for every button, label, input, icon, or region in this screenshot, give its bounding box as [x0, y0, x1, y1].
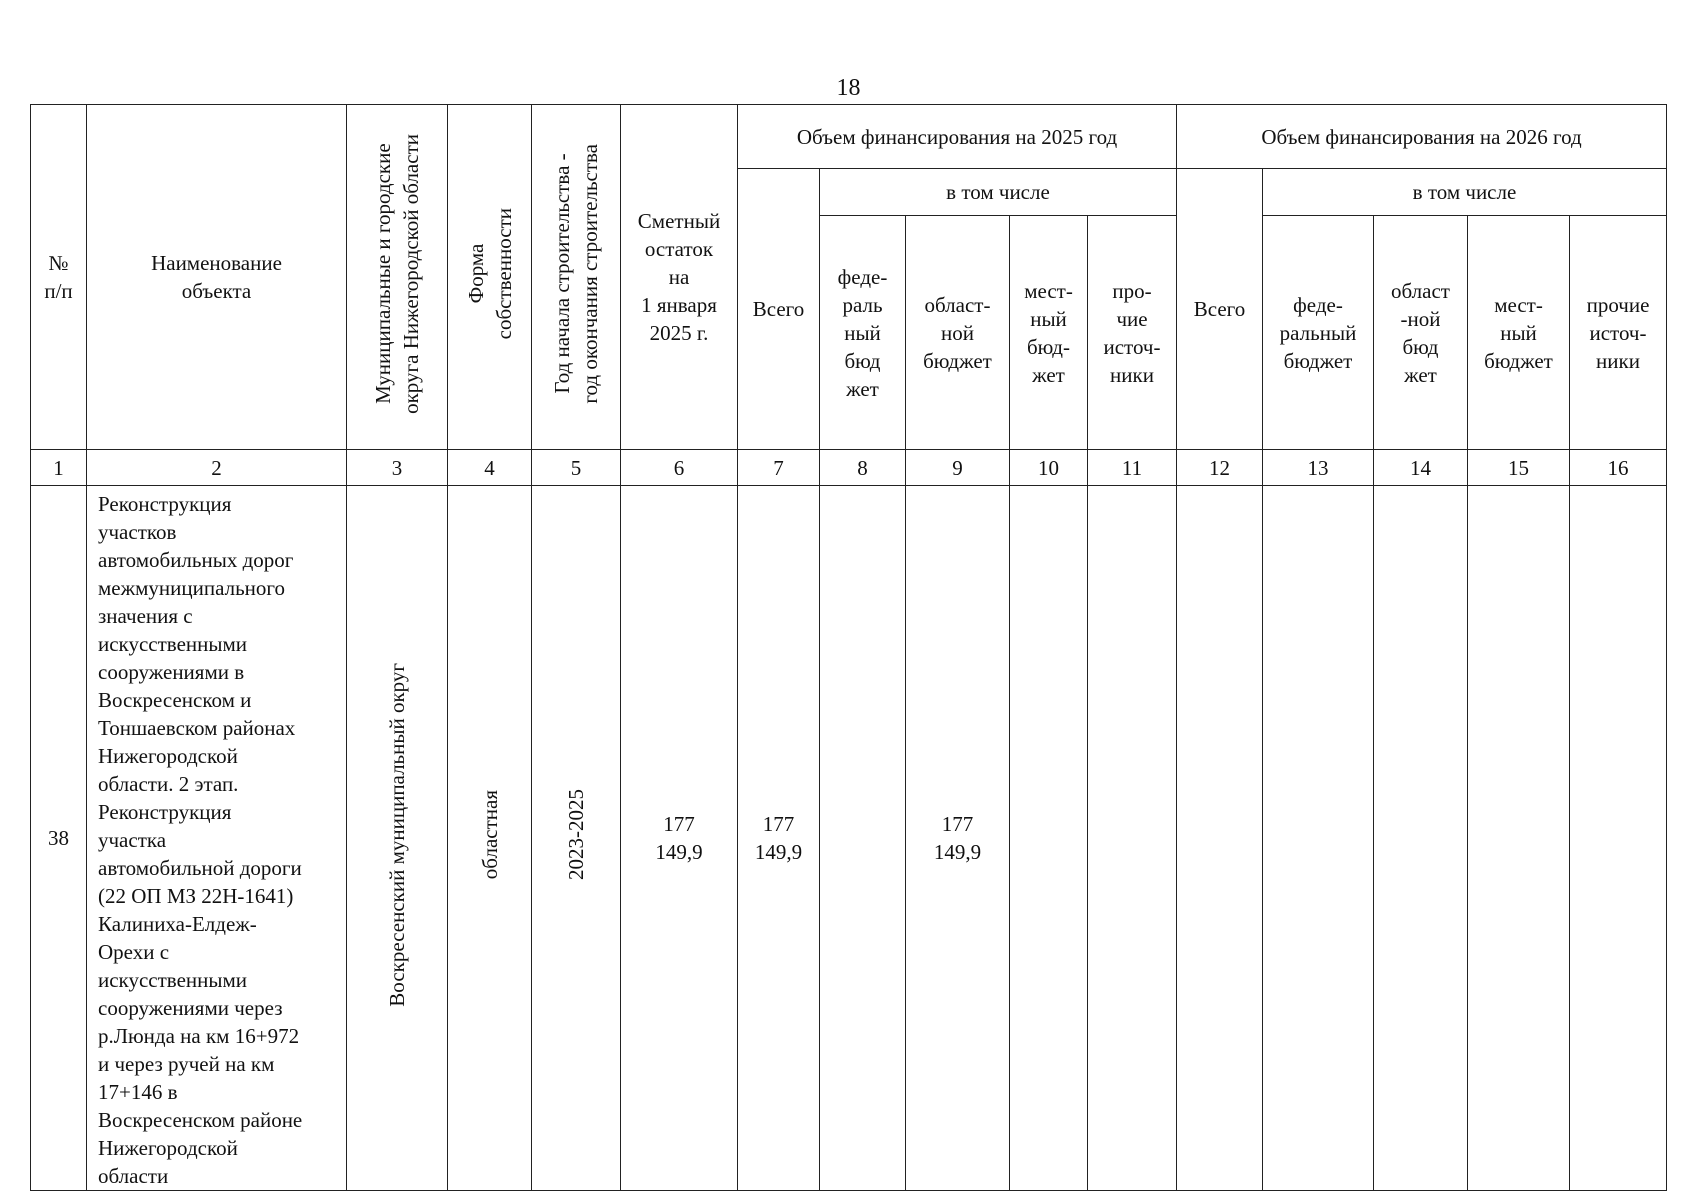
header-local-2026: мест- ный бюджет [1468, 216, 1570, 450]
header-municipality-cell: Муниципальные и городские округа Нижегородской области [347, 105, 448, 450]
column-number: 4 [448, 450, 532, 486]
local-2025-cell [1010, 486, 1088, 1191]
column-number: 14 [1374, 450, 1468, 486]
total-2026-cell [1177, 486, 1263, 1191]
financing-table [30, 104, 1667, 1191]
balance-cell: 177 149,9 [621, 486, 738, 1191]
other-2025-cell [1088, 486, 1177, 1191]
column-number: 5 [532, 450, 621, 486]
header-other-2026: прочие источ- ники [1570, 216, 1667, 450]
header-regional-2025: област- ной бюджет [906, 216, 1010, 450]
header-balance-cell: Сметный остаток на 1 января 2025 г. [621, 105, 738, 450]
header-other-2025: про- чие источ- ники [1088, 216, 1177, 450]
header-ownership-cell: Форма собственности [448, 105, 532, 450]
header-local-2025: мест- ный бюд- жет [1010, 216, 1088, 450]
column-number: 7 [738, 450, 820, 486]
column-number: 10 [1010, 450, 1088, 486]
header-incl-2025: в том числе [820, 169, 1177, 216]
other-2026-cell [1570, 486, 1667, 1191]
regional-2025-cell: 177 149,9 [906, 486, 1010, 1191]
column-number: 12 [1177, 450, 1263, 486]
column-number: 13 [1263, 450, 1374, 486]
column-number: 15 [1468, 450, 1570, 486]
table-row [31, 486, 1667, 1191]
header-federal-2026: феде- ральный бюджет [1263, 216, 1374, 450]
header-group-2026: Объем финансирования на 2026 год [1177, 105, 1667, 169]
object-name: Реконструкция участков автомобильных дорог межмуниципального значения с искусственными сооружениями в Воскресенском и Тоншаевском районах Нижегородской области. 2 этап. Реконструкция участка автомобильной дороги (22 ОП МЗ 22Н-1641) Калиниха-Елдеж- Орехи с искусственными сооружениями через р.Люнда на км 16+972 и через ручей на км 17+146 в Воскресенском районе Нижегородской области [87, 486, 347, 1191]
header-incl-2026: в том числе [1263, 169, 1667, 216]
header-years-cell: Год начала строительства - год окончания строительства [532, 105, 621, 450]
column-number-row [31, 450, 1667, 486]
federal-2026-cell [1263, 486, 1374, 1191]
header-regional-2026: област -ной бюд жет [1374, 216, 1468, 450]
header-total-2026: Всего [1177, 169, 1263, 450]
header-federal-2025: феде- раль ный бюд жет [820, 216, 906, 450]
column-number: 1 [31, 450, 87, 486]
header-name-cell: Наименование объекта [87, 105, 347, 450]
regional-2026-cell [1374, 486, 1468, 1191]
header-row-1 [31, 105, 1667, 169]
column-number: 3 [347, 450, 448, 486]
years-cell: 2023-2025 [532, 486, 621, 1191]
page-number: 18 [836, 75, 861, 101]
column-number: 9 [906, 450, 1010, 486]
federal-2025-cell [820, 486, 906, 1191]
header-total-2025: Всего [738, 169, 820, 450]
total-2025-cell: 177 149,9 [738, 486, 820, 1191]
ownership-cell: областная [448, 486, 532, 1191]
column-number: 8 [820, 450, 906, 486]
column-number: 6 [621, 450, 738, 486]
header-group-2025: Объем финансирования на 2025 год [738, 105, 1177, 169]
column-number: 16 [1570, 450, 1667, 486]
column-number: 2 [87, 450, 347, 486]
column-number: 11 [1088, 450, 1177, 486]
municipality-cell: Воскресенский муниципальный округ [347, 486, 448, 1191]
local-2026-cell [1468, 486, 1570, 1191]
row-num: 38 [31, 486, 87, 1191]
header-num-cell: № п/п [31, 105, 87, 450]
